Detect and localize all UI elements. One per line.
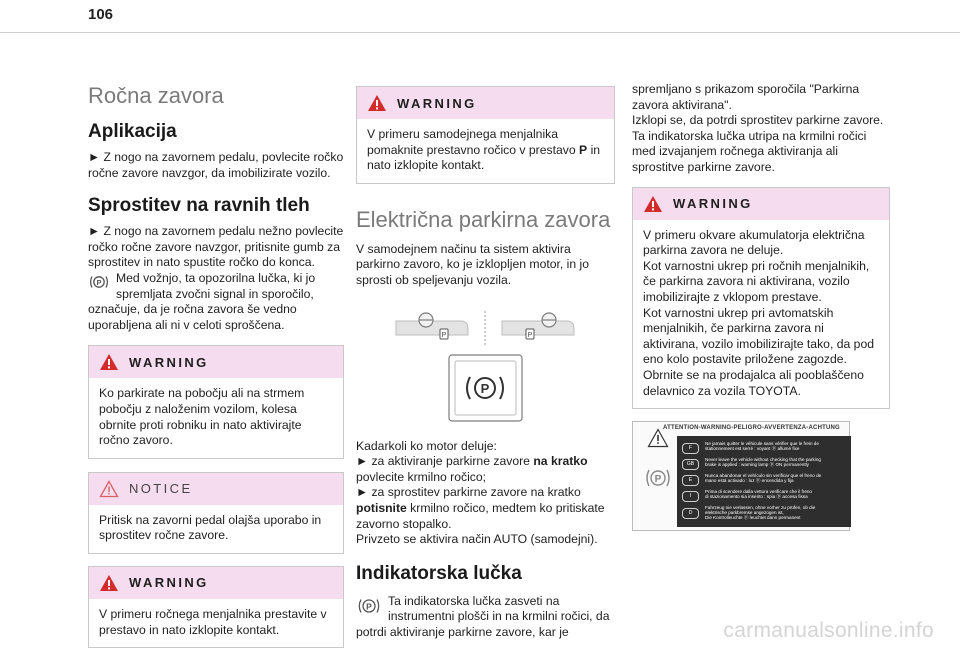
- release-instruction: ► za sprostitev parkirne zavore na kratko potisnite krmilno ročico, medtem ko pritiskate zavorno stopalko.: [356, 485, 605, 531]
- notice-box-pedal: [88, 472, 344, 554]
- warning-header: [633, 188, 889, 220]
- warning-text: V primeru okvare akumulatorja električna parkirna zavora ne deluje. Kot varnostni ukrep pri ročnih menjalnikih, če parkirna zavora ni aktivirana, vozilo imobilizirajte z vklopom prestave. Kot varnostni ukrep pri avtomatskih menjalnikih, če parkirna zavora ni aktivirana, vozilo imobilizirajte tako, da pod eno kolo postavite priložene zagozde. Obrnite se na prodajalca ali pooblaščeno delavnico za vozila TOYOTA.: [643, 227, 874, 398]
- heading-release-flat: Sprostitev na ravnih tleh: [88, 195, 310, 217]
- warning-label-image: [632, 421, 850, 531]
- page-number: 106: [88, 6, 114, 23]
- auto-mode-line: Privzeto se aktivira način AUTO (samodejni).: [356, 532, 598, 547]
- svg-text:P: P: [527, 331, 533, 339]
- warning-title: WARNING: [129, 354, 209, 370]
- svg-text:P: P: [366, 601, 372, 612]
- warning-title: WARNING: [397, 95, 477, 111]
- label-parking-brake-icon: [643, 466, 673, 490]
- heading-application: Aplikacija: [88, 121, 177, 142]
- indicator-flash-text: Ta indikatorska lučka utripa na krmilni ročici med izvajanjem ročnega aktiviranja ali sprostitve parkirne zavore.: [632, 128, 867, 174]
- activate-instruction: ► za aktiviranje parkirne zavore na kratko povlecite krmilno ročico;: [356, 454, 588, 484]
- heading-indicator-lamp: Indikatorska lučka: [356, 562, 522, 584]
- warning-box-manual-gear: [88, 566, 344, 648]
- flag-e: E: [682, 475, 699, 486]
- column-1: [88, 82, 344, 648]
- warning-triangle-icon: [643, 195, 663, 213]
- notice-header: [89, 473, 343, 505]
- section-title-electric-parking-brake: Električna parkirna zavora: [356, 206, 611, 232]
- label-text-block: F Ne jamais quitter le véhicule sans vérifier que le frein de stationnement est serré : voyant ⓟ allumé fixe GB Never leave the vehicle without checking that the parking brake is applied : warning lamp ⓟ ON permanently E Nunca abandonar el vehículo sin verificar que el freno de mano está activado : luz ⓟ encendida y fija I Prima di scendere dalla vettura verificare che il freno di stazionamento sia inserito : spia ⓟ accesa fissa D Fahrzeug nie verlassen, ohne vorher zu prüfen, ob die elektrische parkbremse angezogen ist, Die Kontrolleuchte ⓟ leuchtet dann permanent: [677, 436, 851, 527]
- header-rule: [0, 32, 960, 33]
- warning-box-automatic: [356, 86, 615, 184]
- warning-text: Ko parkirate na pobočju ali na strmem pobočju z naloženim vozilom, kolesa obrnite proti robniku in nato aktivirajte ročno zavoro.: [99, 386, 305, 448]
- warning-title: WARNING: [673, 196, 753, 212]
- indicator-off-text: Izklopi se, da potrdi sprostitev parkirne zavore.: [632, 113, 884, 128]
- release-text: ► Z nogo na zavornem pedalu nežno povlecite ročko ročne zavore navzgor, pritisnite gumb za sprostitev in nato spustite ročko do konca.: [88, 224, 344, 270]
- warning-box-battery: [632, 187, 890, 410]
- warning-text: V primeru samodejnega menjalnika pomaknite prestavno ročico v prestavo P in nato izklopite kontakt.: [367, 127, 601, 173]
- watermark: carmanualsonline.info: [723, 619, 934, 642]
- warning-header: [89, 567, 343, 599]
- svg-text:P: P: [96, 277, 102, 287]
- warning-header: [357, 87, 614, 119]
- flag-d: D: [682, 508, 699, 519]
- svg-text:P: P: [441, 331, 447, 339]
- label-heading: ATTENTION-WARNING-PELIGRO-AVVERTENZA-ACHTUNG: [663, 425, 840, 432]
- svg-text:P: P: [480, 380, 490, 396]
- driving-warning-paragraph: P Med vožnjo, ta opozorilna lučka, ki jo spremljata zvočni signal in sporočilo, označuje, da je ročna zavora še vedno uporabljena ali ni v celoti sproščena.: [88, 270, 316, 332]
- notice-title: NOTICE: [129, 481, 193, 497]
- flag-i: I: [682, 491, 699, 502]
- column-3: [632, 82, 890, 531]
- warning-box-slope: [88, 345, 344, 458]
- flag-gb: GB: [682, 459, 699, 470]
- application-text: ► Z nogo na zavornem pedalu, povlecite ročko ročne zavore navzgor, da imobilizirate vozilo.: [88, 150, 344, 180]
- parking-brake-warning-icon: [88, 273, 110, 291]
- epb-illustration: [356, 307, 615, 425]
- warning-triangle-icon: [99, 574, 119, 592]
- warning-title: WARNING: [129, 575, 209, 591]
- warning-text: V primeru ročnega menjalnika prestavite v prestavo in nato izklopite kontakt.: [99, 606, 327, 637]
- svg-text:P: P: [654, 474, 662, 486]
- warning-triangle-icon: [367, 94, 387, 112]
- warning-triangle-icon: [99, 353, 119, 371]
- epb-intro: V samodejnem načinu ta sistem aktivira parkirno zavoro, ko je izklopljen motor, in jo sprosti ob speljevanju vozila.: [356, 241, 590, 287]
- warning-header: [89, 346, 343, 378]
- engine-running-line: Kadarkoli ko motor deluje:: [356, 438, 497, 453]
- label-warning-triangle-icon: [647, 428, 669, 448]
- control-lever-illustration: [356, 307, 615, 425]
- flag-f: F: [682, 443, 699, 454]
- notice-triangle-icon: [99, 480, 119, 498]
- parking-brake-indicator-icon: [356, 596, 382, 616]
- indicator-paragraph: P Ta indikatorska lučka zasveti na instrumentni plošči in na krmilni ročici, da potrdi aktiviranje parkirne zavore, kar je: [356, 593, 610, 639]
- section-title-hand-brake: Ročna zavora: [88, 83, 224, 108]
- column-2: [356, 86, 615, 641]
- notice-text: Pritisk na zavorni pedal olajša uporabo in sprostitev ročne zavore.: [99, 512, 322, 543]
- indicator-continued-text: spremljano s prikazom sporočila "Parkirna zavora aktivirana".: [632, 82, 860, 112]
